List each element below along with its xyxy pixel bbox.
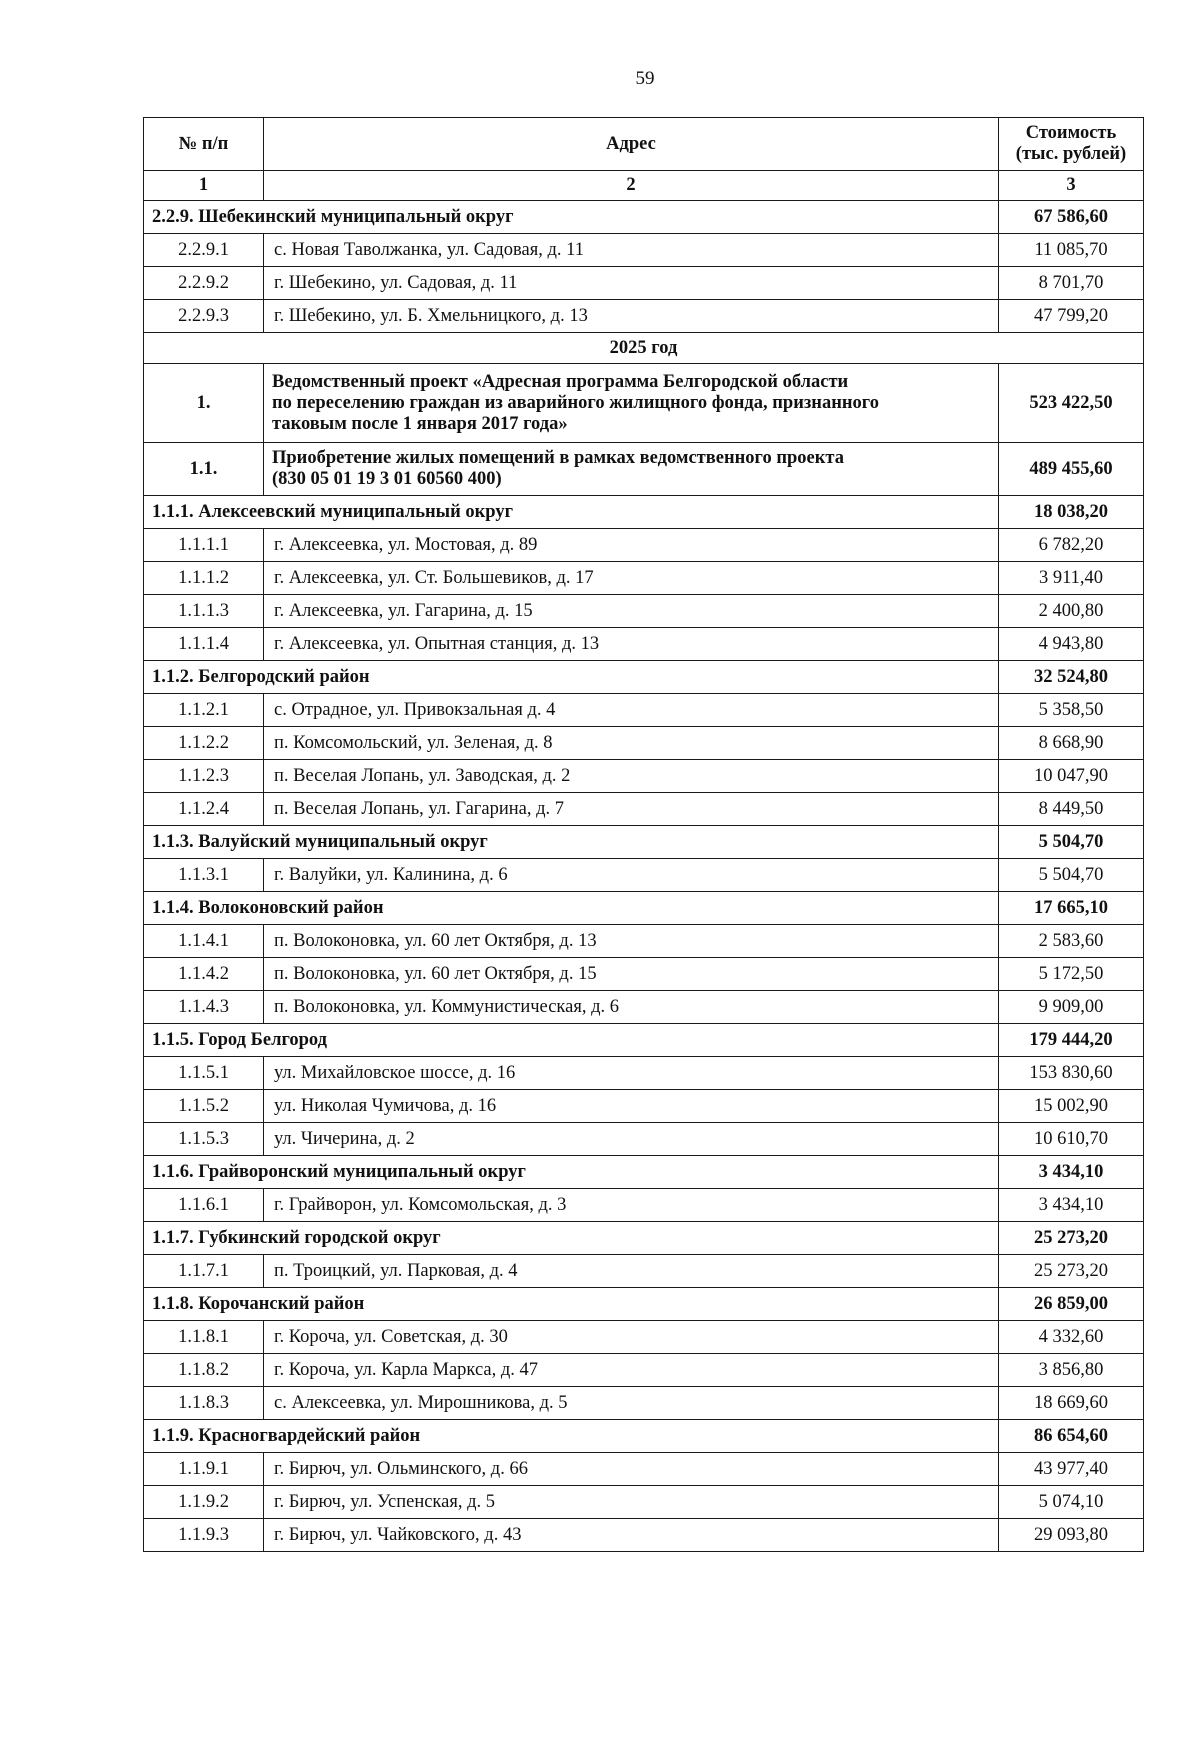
- table-row: [144, 234, 1144, 267]
- row-cost: 5 358,50: [999, 694, 1144, 727]
- row-number: 1.1.5.1: [144, 1057, 264, 1090]
- table-row: [144, 727, 1144, 760]
- row-address: п. Веселая Лопань, ул. Гагарина, д. 7: [264, 793, 999, 826]
- group-row: [144, 826, 1144, 859]
- group-title: 1.1.2. Белгородский район: [144, 661, 999, 694]
- row-address: г. Алексеевка, ул. Мостовая, д. 89: [264, 529, 999, 562]
- table-row: [144, 1453, 1144, 1486]
- row-cost: 5 504,70: [999, 859, 1144, 892]
- row-address: п. Комсомольский, ул. Зеленая, д. 8: [264, 727, 999, 760]
- header-address: Адрес: [264, 118, 999, 171]
- table-row: [144, 628, 1144, 661]
- row-number: 1.1.2.3: [144, 760, 264, 793]
- table-row: [144, 1486, 1144, 1519]
- table-row: [144, 300, 1144, 333]
- row-address: г. Шебекино, ул. Садовая, д. 11: [264, 267, 999, 300]
- table-row: [144, 529, 1144, 562]
- row-number: 2.2.9.3: [144, 300, 264, 333]
- row-address: ул. Николая Чумичова, д. 16: [264, 1090, 999, 1123]
- column-number-3: 3: [999, 171, 1144, 201]
- row-address: с. Новая Таволжанка, ул. Садовая, д. 11: [264, 234, 999, 267]
- row-address: п. Волоконовка, ул. 60 лет Октября, д. 13: [264, 925, 999, 958]
- row-address: п. Веселая Лопань, ул. Заводская, д. 2: [264, 760, 999, 793]
- subproject-title: [264, 443, 999, 496]
- header-row: [144, 118, 1144, 171]
- group-row: [144, 661, 1144, 694]
- group-row: [144, 892, 1144, 925]
- row-address: п. Троицкий, ул. Парковая, д. 4: [264, 1255, 999, 1288]
- group-row: [144, 201, 1144, 234]
- row-number: 1.1.8.2: [144, 1354, 264, 1387]
- row-address: г. Короча, ул. Советская, д. 30: [264, 1321, 999, 1354]
- table-row: [144, 694, 1144, 727]
- row-number: 1.1.4.2: [144, 958, 264, 991]
- table-row: [144, 562, 1144, 595]
- row-number: 1.1.1.2: [144, 562, 264, 595]
- row-number: 1.1.8.1: [144, 1321, 264, 1354]
- group-row: [144, 1156, 1144, 1189]
- row-cost: 153 830,60: [999, 1057, 1144, 1090]
- row-cost: 43 977,40: [999, 1453, 1144, 1486]
- row-address: п. Волоконовка, ул. Коммунистическая, д. 6: [264, 991, 999, 1024]
- row-number: 1.1.8.3: [144, 1387, 264, 1420]
- column-number-1: 1: [144, 171, 264, 201]
- table-row: [144, 958, 1144, 991]
- row-number: 1.1.2.4: [144, 793, 264, 826]
- group-title: 1.1.8. Корочанский район: [144, 1288, 999, 1321]
- table-row: [144, 1123, 1144, 1156]
- group-title: 1.1.4. Волоконовский район: [144, 892, 999, 925]
- row-address: ул. Чичерина, д. 2: [264, 1123, 999, 1156]
- row-cost: 18 669,60: [999, 1387, 1144, 1420]
- row-address: г. Алексеевка, ул. Гагарина, д. 15: [264, 595, 999, 628]
- row-address: г. Бирюч, ул. Чайковского, д. 43: [264, 1519, 999, 1552]
- row-cost: 25 273,20: [999, 1255, 1144, 1288]
- row-cost: 3 434,10: [999, 1189, 1144, 1222]
- row-address: ул. Михайловское шоссе, д. 16: [264, 1057, 999, 1090]
- year-row: [144, 333, 1144, 364]
- row-cost: 5 074,10: [999, 1486, 1144, 1519]
- row-number: 1.1.9.1: [144, 1453, 264, 1486]
- row-number: 1.1.7.1: [144, 1255, 264, 1288]
- group-row: [144, 1024, 1144, 1057]
- row-number: 1.1.2.2: [144, 727, 264, 760]
- table-row: [144, 595, 1144, 628]
- row-cost: 6 782,20: [999, 529, 1144, 562]
- column-number-2: 2: [264, 171, 999, 201]
- group-cost: 17 665,10: [999, 892, 1144, 925]
- table-row: [144, 1387, 1144, 1420]
- subproject-number: 1.1.: [144, 443, 264, 496]
- group-cost: 32 524,80: [999, 661, 1144, 694]
- table-row: [144, 1321, 1144, 1354]
- project-number: 1.: [144, 364, 264, 443]
- project-title-line: Ведомственный проект «Адресная программа Белгородской области: [272, 371, 849, 392]
- row-cost: 3 856,80: [999, 1354, 1144, 1387]
- group-cost: 26 859,00: [999, 1288, 1144, 1321]
- row-address: г. Алексеевка, ул. Опытная станция, д. 13: [264, 628, 999, 661]
- row-cost: 10 610,70: [999, 1123, 1144, 1156]
- group-title: 1.1.7. Губкинский городской округ: [144, 1222, 999, 1255]
- subproject-row: [144, 443, 1144, 496]
- table-row: [144, 859, 1144, 892]
- row-cost: 11 085,70: [999, 234, 1144, 267]
- table-row: [144, 793, 1144, 826]
- group-cost: 86 654,60: [999, 1420, 1144, 1453]
- row-number: 1.1.4.1: [144, 925, 264, 958]
- row-address: с. Алексеевка, ул. Мирошникова, д. 5: [264, 1387, 999, 1420]
- row-address: г. Бирюч, ул. Ольминского, д. 66: [264, 1453, 999, 1486]
- table-row: [144, 1354, 1144, 1387]
- subproject-title-line: Приобретение жилых помещений в рамках ведомственного проекта: [272, 448, 844, 468]
- row-cost: 29 093,80: [999, 1519, 1144, 1552]
- row-cost: 3 911,40: [999, 562, 1144, 595]
- row-number: 1.1.1.3: [144, 595, 264, 628]
- project-row: [144, 364, 1144, 443]
- row-cost: 10 047,90: [999, 760, 1144, 793]
- column-numbers-row: [144, 171, 1144, 201]
- table-row: [144, 1519, 1144, 1552]
- table-row: [144, 267, 1144, 300]
- group-title: 1.1.1. Алексеевский муниципальный округ: [144, 496, 999, 529]
- group-title: 1.1.6. Грайворонский муниципальный округ: [144, 1156, 999, 1189]
- row-cost: 8 701,70: [999, 267, 1144, 300]
- table-row: [144, 1255, 1144, 1288]
- row-number: 1.1.1.1: [144, 529, 264, 562]
- project-title-line: по переселению граждан из аварийного жилищного фонда, признанного: [272, 392, 879, 413]
- housing-table-wrap: [143, 117, 1143, 1552]
- row-number: 1.1.2.1: [144, 694, 264, 727]
- project-title: [264, 364, 999, 443]
- project-title-line: таковым после 1 января 2017 года»: [272, 413, 568, 434]
- table-row: [144, 760, 1144, 793]
- row-address: г. Валуйки, ул. Калинина, д. 6: [264, 859, 999, 892]
- project-cost: 523 422,50: [999, 364, 1144, 443]
- row-number: 2.2.9.2: [144, 267, 264, 300]
- row-address: с. Отрадное, ул. Привокзальная д. 4: [264, 694, 999, 727]
- row-number: 1.1.9.3: [144, 1519, 264, 1552]
- group-row: [144, 496, 1144, 529]
- row-number: 1.1.6.1: [144, 1189, 264, 1222]
- row-number: 1.1.5.2: [144, 1090, 264, 1123]
- row-cost: 8 668,90: [999, 727, 1144, 760]
- table-row: [144, 991, 1144, 1024]
- group-title: 1.1.5. Город Белгород: [144, 1024, 999, 1057]
- row-cost: 8 449,50: [999, 793, 1144, 826]
- table-row: [144, 1090, 1144, 1123]
- group-cost: 25 273,20: [999, 1222, 1144, 1255]
- row-cost: 4 332,60: [999, 1321, 1144, 1354]
- group-title: 2.2.9. Шебекинский муниципальный округ: [144, 201, 999, 234]
- row-address: г. Грайворон, ул. Комсомольская, д. 3: [264, 1189, 999, 1222]
- row-cost: 4 943,80: [999, 628, 1144, 661]
- row-number: 1.1.5.3: [144, 1123, 264, 1156]
- table-row: [144, 1189, 1144, 1222]
- row-cost: 9 909,00: [999, 991, 1144, 1024]
- table-row: [144, 1057, 1144, 1090]
- row-address: г. Шебекино, ул. Б. Хмельницкого, д. 13: [264, 300, 999, 333]
- group-row: [144, 1222, 1144, 1255]
- row-cost: 15 002,90: [999, 1090, 1144, 1123]
- group-row: [144, 1288, 1144, 1321]
- row-cost: 2 583,60: [999, 925, 1144, 958]
- row-number: 1.1.3.1: [144, 859, 264, 892]
- group-row: [144, 1420, 1144, 1453]
- group-title: 1.1.3. Валуйский муниципальный округ: [144, 826, 999, 859]
- group-cost: 179 444,20: [999, 1024, 1144, 1057]
- table-body: [144, 118, 1144, 1552]
- row-number: 1.1.4.3: [144, 991, 264, 1024]
- group-cost: 5 504,70: [999, 826, 1144, 859]
- subproject-title-line: (830 05 01 19 3 01 60560 400): [272, 469, 502, 489]
- group-cost: 67 586,60: [999, 201, 1144, 234]
- header-number: № п/п: [144, 118, 264, 171]
- header-cost: Стоимость (тыс. рублей): [999, 118, 1144, 171]
- page-number: 59: [635, 68, 655, 89]
- row-cost: 5 172,50: [999, 958, 1144, 991]
- row-number: 2.2.9.1: [144, 234, 264, 267]
- group-cost: 18 038,20: [999, 496, 1144, 529]
- row-address: г. Короча, ул. Карла Маркса, д. 47: [264, 1354, 999, 1387]
- row-cost: 47 799,20: [999, 300, 1144, 333]
- group-cost: 3 434,10: [999, 1156, 1144, 1189]
- row-address: г. Алексеевка, ул. Ст. Большевиков, д. 17: [264, 562, 999, 595]
- year-heading: 2025 год: [144, 333, 1144, 364]
- row-cost: 2 400,80: [999, 595, 1144, 628]
- row-number: 1.1.9.2: [144, 1486, 264, 1519]
- group-title: 1.1.9. Красногвардейский район: [144, 1420, 999, 1453]
- housing-cost-table: [143, 117, 1144, 1552]
- subproject-cost: 489 455,60: [999, 443, 1144, 496]
- row-number: 1.1.1.4: [144, 628, 264, 661]
- table-row: [144, 925, 1144, 958]
- row-address: п. Волоконовка, ул. 60 лет Октября, д. 15: [264, 958, 999, 991]
- row-address: г. Бирюч, ул. Успенская, д. 5: [264, 1486, 999, 1519]
